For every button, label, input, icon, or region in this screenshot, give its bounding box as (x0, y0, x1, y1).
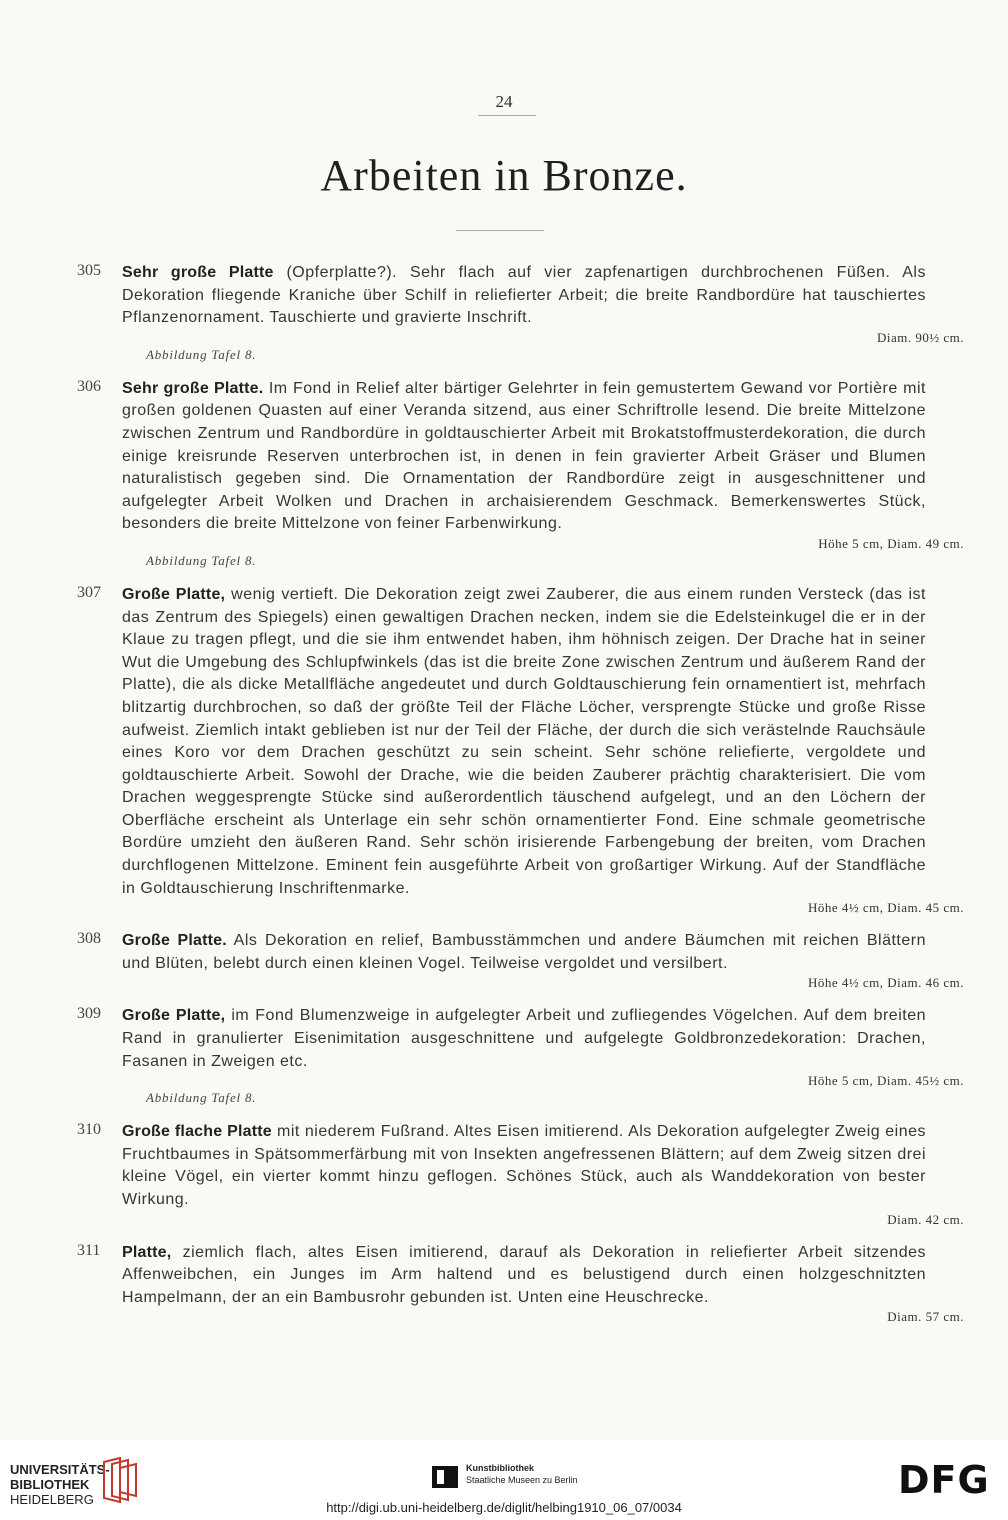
entry-heading: Große Platte, (122, 1007, 226, 1025)
entry-body (122, 930, 926, 975)
entry-body (122, 584, 926, 900)
kb-subtitle: Staatliche Museen zu Berlin (466, 1475, 578, 1485)
catalog-entry (0, 584, 1008, 916)
source-url[interactable]: http://digi.ub.uni-heidelberg.de/diglit/helbing1910_06_07/0034 (326, 1500, 682, 1515)
entry-body (122, 378, 926, 536)
entry-measurement: Diam. 90½ cm. (876, 329, 964, 345)
library-name-line1: UNIVERSITÄTS- (10, 1462, 110, 1477)
entry-measurement: Höhe 5 cm, Diam. 49 cm. (818, 535, 964, 551)
title-rule (456, 230, 544, 231)
page-number: 24 (495, 92, 513, 111)
kunstbibliothek-icon (432, 1466, 458, 1488)
entry-measurement: Höhe 4½ cm, Diam. 45 cm. (807, 900, 964, 916)
entry-heading: Große flache Platte (122, 1123, 272, 1141)
catalog-entry (0, 1005, 1008, 1107)
catalog-entries (0, 262, 1008, 1339)
entry-number: 305 (77, 262, 101, 279)
entry-heading: Große Platte, (122, 585, 226, 603)
entry-body (122, 1005, 926, 1073)
entry-heading: Sehr große Platte (122, 264, 274, 281)
entry-description: mit niederem Fußrand. Altes Eisen imitierend. Als Dekoration aufgelegter Zweig eines Fruchtbaumes in Spätsommerfärbung mit von Insekten angefressenen Blättern; auf dem Zweig sitzen drei kleine Vögel, ein vierter kommt hinzu geflogen. Schönes Stück, auch als Wanddekoration von bester Wirkung. (122, 1123, 926, 1208)
entry-number: 307 (77, 583, 101, 601)
entry-measurement: Höhe 4½ cm, Diam. 46 cm. (807, 975, 964, 991)
entry-measurement: Diam. 42 cm. (887, 1211, 964, 1227)
entry-heading: Platte, (122, 1243, 172, 1261)
entry-heading: Sehr große Platte. (122, 379, 264, 397)
library-name-line3: HEIDELBERG (10, 1492, 94, 1507)
catalog-entry (0, 1121, 1008, 1227)
library-emblem-icon (100, 1456, 140, 1504)
entry-description: Als Dekoration en relief, Bambusstämmchen und andere Bäumchen mit reichen Blättern und Blüten, belebt durch einen kleinen Vogel. Teilweise vergoldet und versilbert. (122, 932, 926, 972)
entry-measurement: Höhe 5 cm, Diam. 45½ cm. (807, 1073, 964, 1089)
entry-body (122, 1121, 926, 1211)
entry-figure-reference: Abbildung Tafel 8. (146, 1090, 257, 1106)
entry-figure-reference: Abbildung Tafel 8. (146, 346, 257, 362)
entry-body (122, 262, 926, 330)
entry-number: 310 (77, 1121, 101, 1139)
entry-description: im Fond Blumenzweige in aufgelegter Arbeit und zufliegendes Vögelchen. Auf dem breiten Rand in granulierter Eisenimitation ausgeschnittene und aufgelegte Goldbronzedekoration: Drachen, Fasanen in Zweigen etc. (122, 1007, 926, 1070)
library-name-line2: BIBLIOTHEK (10, 1477, 90, 1492)
catalog-entry (0, 1242, 1008, 1326)
entry-body (122, 1242, 926, 1310)
entry-number: 306 (77, 377, 101, 395)
entry-description: ziemlich flach, altes Eisen imitierend, darauf als Dekoration in reliefierter Arbeit sitzendes Affenweibchen, ein Junges im Arm haltend und es belustigend durch einen holzgeschnitzten Hampelmann, der an ein Bambusrohr gebunden ist. Unten eine Heuschrecke. (122, 1243, 926, 1306)
entry-description: Im Fond in Relief alter bärtiger Gelehrter in fein gemustertem Gewand vor Portière mit großen goldenen Quasten auf einer Veranda sitzend, aus einer Schriftrolle lesend. Die breite Mittelzone zwischen Zentrum und Randbordüre in goldtauschierter Arbeit mit Brokatstoffmusterdekoration, die durch einige kreisrunde Reserven unterbrochen ist, in denen in fein gravierter Arbeit Gräser und Blumen naturalistisch gegeben sind. Die Ornamentation der Randbordüre zeigt in ausgeschnittener und aufgelegter Arbeit Wolken und Drachen in archaisierendem Geschmack. Bemerkenswertes Stück, besonders die breite Mittelzone von feiner Farbenwirkung. (122, 379, 926, 533)
entry-description: (Opferplatte?). Sehr flach auf vier zapfenartigen durchbrochenen Füßen. Als Dekoration fliegende Kraniche über Schilf in reliefierter Arbeit; die breite Randbordüre hat tauschiertes Pflanzenornament. Tauschierte und gravierte Inschrift. (122, 264, 926, 327)
page-number-rule (478, 115, 536, 116)
catalog-entry (0, 262, 1008, 364)
entry-description: wenig vertieft. Die Dekoration zeigt zwei Zauberer, die aus einem runden Versteck (das ist das Zentrum des Spiegels) einen gewaltigen Drachen necken, indem sie die Edelsteinkugel die er in der Klaue zu tragen pflegt, und die sie ihm entwendet haben, ihm höhnisch zeigen. Der Drache hat in seiner Wut die Umgebung des Schlupfwinkels (das ist die breite Zone zwischen Zentrum und äußerem Rand der Platte), die als dicke Metallfläche angedeutet und durch Goldtauschierung fein ornamentiert ist, mehrfach blitzartig durchbrochen, so daß der größte Teil der Fläche Löcher, versprengte Stücke und große Risse aufweist. Ziemlich intakt geblieben ist nur der Teil der Fläche, der durch die sich verästelnde Rauchsäule eines Koro vor dem Drachen geschützt zu sein scheint. Sehr schöne reliefierte, vergoldete und goldtauschierte Arbeit. Sowohl der Drache, wie die beiden Zauberer prächtig charakterisiert. Die vom Drachen weggesprengte Stücke sind außerordentlich täuschend aufgelegt, und an den Löchern der Oberfläche erscheint als Unterlage ein sehr schön ornamentierter Fond. Eine schmale geometrische Bordüre umzieht den äußeren Rand. Sehr schön irisierende Farbengebung der breiten, vom Drachen durchflogenen Mittelzone. Eminent fein ausgeführte Arbeit von großartiger Wirkung. Auf der Standfläche in Goldtauschierung Inschriftenmarke. (122, 585, 926, 897)
entry-measurement: Diam. 57 cm. (887, 1309, 964, 1325)
page-title: Arbeiten in Bronze. (320, 151, 688, 200)
entry-number: 308 (77, 930, 101, 948)
catalog-entry (0, 378, 1008, 570)
entry-heading: Große Platte. (122, 932, 227, 950)
entry-figure-reference: Abbildung Tafel 8. (146, 552, 257, 568)
kb-name: Kunstbibliothek (466, 1463, 534, 1473)
catalog-entry (0, 930, 1008, 991)
entry-number: 309 (77, 1005, 101, 1023)
entry-number: 311 (77, 1241, 101, 1259)
dfg-logo[interactable]: DFG (898, 1458, 990, 1502)
